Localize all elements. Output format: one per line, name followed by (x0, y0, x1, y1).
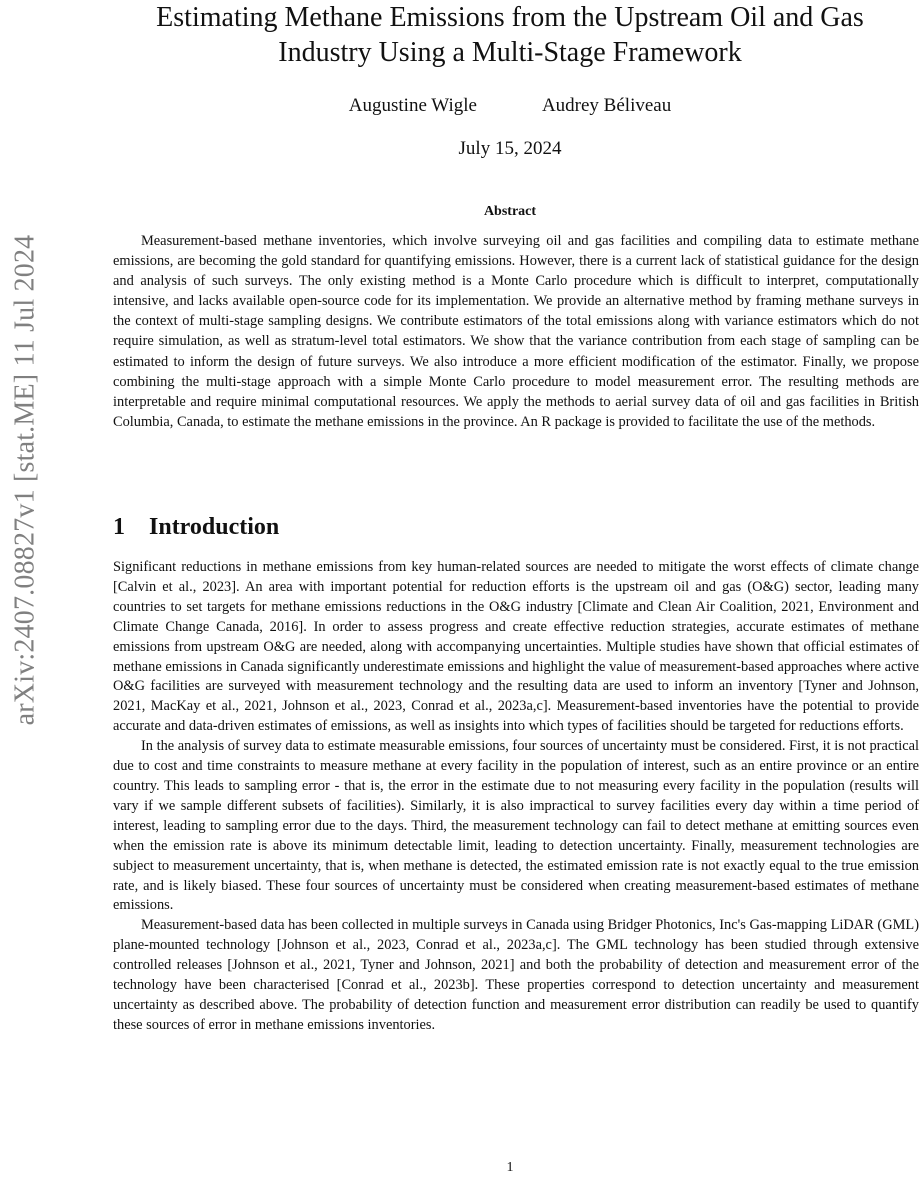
author-name: Augustine Wigle (348, 95, 477, 116)
paper-title (100, 0, 920, 70)
title-line-1: Estimating Methane Emissions from the Upstream Oil and Gas (156, 2, 864, 33)
section-number: 1 (113, 514, 125, 540)
section-title: Introduction (149, 514, 280, 540)
abstract-heading: Abstract (483, 204, 537, 219)
page-number: 1 (506, 1160, 514, 1175)
arxiv-id-text[interactable]: arXiv:2407.08827v1 [stat.ME] 11 Jul 2024 (9, 234, 41, 726)
paragraph: Significant reductions in methane emissions from key human-related sources are needed to mitigate the worst effects of climate change [Calvin et al., 2023]. An area with important potential for reduction efforts is the upstream oil and gas (O&G) sector, leading many countries to set targets for methane emissions reductions in the O&G industry [Climate and Clean Air Coalition, 2021, Environment and Climate Change Canada, 2016]. In order to assess progress and create effective reduction strategies, accurate estimates of methane emissions from upstream O&G are needed, along with accompanying uncertainties. Multiple studies have shown that official estimates of methane emissions in Canada significantly underestimate emissions and highlight the value of measurement-based approaches where active O&G facilities are surveyed with measurement technology and the resulting data are used to inform an inventory [Tyner and Johnson, 2021, MacKay et al., 2021, Johnson et al., 2023, Conrad et al., 2023a,c]. Measurement-based inventories have the potential to provide accurate and data-driven estimates of emissions, as well as insights into which types of facilities should be targeted for reductions efforts. (113, 559, 919, 735)
author-list (100, 95, 920, 117)
paragraph: In the analysis of survey data to estimate measurable emissions, four sources of uncertainty must be considered. First, it is not practical due to cost and time constraints to measure methane at every facility in the population of interest, such as an entire province or an entire country. This leads to sampling error - that is, the error in the estimate due to not measuring every facility in the population (results will vary if we sample different subsets of facilities). Similarly, it is also impractical to survey facilities every day within a time period of interest, leading to sampling error due to the days. Third, the measurement technology can fail to detect methane at emitting sources even when the emission rate is above its minimum detectable limit, leading to detection uncertainty. Finally, measurement technologies are subject to measurement uncertainty, that is, when methane is detected, the estimated emission rate is not exactly equal to the true emission rate, and is likely biased. These four sources of uncertainty must be considered when creating measurement-based estimates of methane emissions. (113, 738, 919, 914)
publication-date: July 15, 2024 (458, 138, 562, 159)
title-line-2: Industry Using a Multi-Stage Framework (278, 37, 742, 68)
section-heading-introduction (113, 514, 279, 541)
abstract-text: Measurement-based methane inventories, which involve surveying oil and gas facilities and compiling data to estimate methane emissions, are becoming the gold standard for quantifying emissions. However, there is a current lack of statistical guidance for the design and analysis of such surveys. The only existing method is a Monte Carlo procedure which is difficult to interpret, computationally intensive, and lacks available open-source code for its implementation. We provide an alternative method by framing methane surveys in the context of multi-stage sampling designs. We contribute estimators of the total emissions along with variance estimators which do not require simulation, as well as stratum-level total estimators. We show that the variance contribution from each stage of sampling can be estimated to inform the design of future surveys. We also introduce a more efficient modification of the estimator. Finally, we propose combining the multi-stage approach with a simple Monte Carlo procedure to model measurement error. The resulting methods are interpretable and require minimal computational resources. We apply the methods to aerial survey data of oil and gas facilities in British Columbia, Canada, to estimate the methane emissions in the province. An R package is provided to facilitate the use of the methods. (113, 233, 919, 430)
paragraph: Measurement-based data has been collected in multiple surveys in Canada using Bridger Photonics, Inc's Gas-mapping LiDAR (GML) plane-mounted technology [Johnson et al., 2023, Conrad et al., 2023a,c]. The GML technology has been studied through extensive controlled releases [Johnson et al., 2021, Tyner and Johnson, 2021] and both the probability of detection and measurement error of the technology have been characterised [Conrad et al., 2023b]. These properties correspond to detection uncertainty and measurement uncertainty as described above. The probability of detection function and measurement error distribution can readily be used to quantify these sources of error in methane emissions inventories. (113, 917, 919, 1033)
arxiv-identifier-stamp (10, 220, 40, 740)
introduction-body (113, 558, 919, 1036)
author-name: Audrey Béliveau (541, 95, 672, 116)
